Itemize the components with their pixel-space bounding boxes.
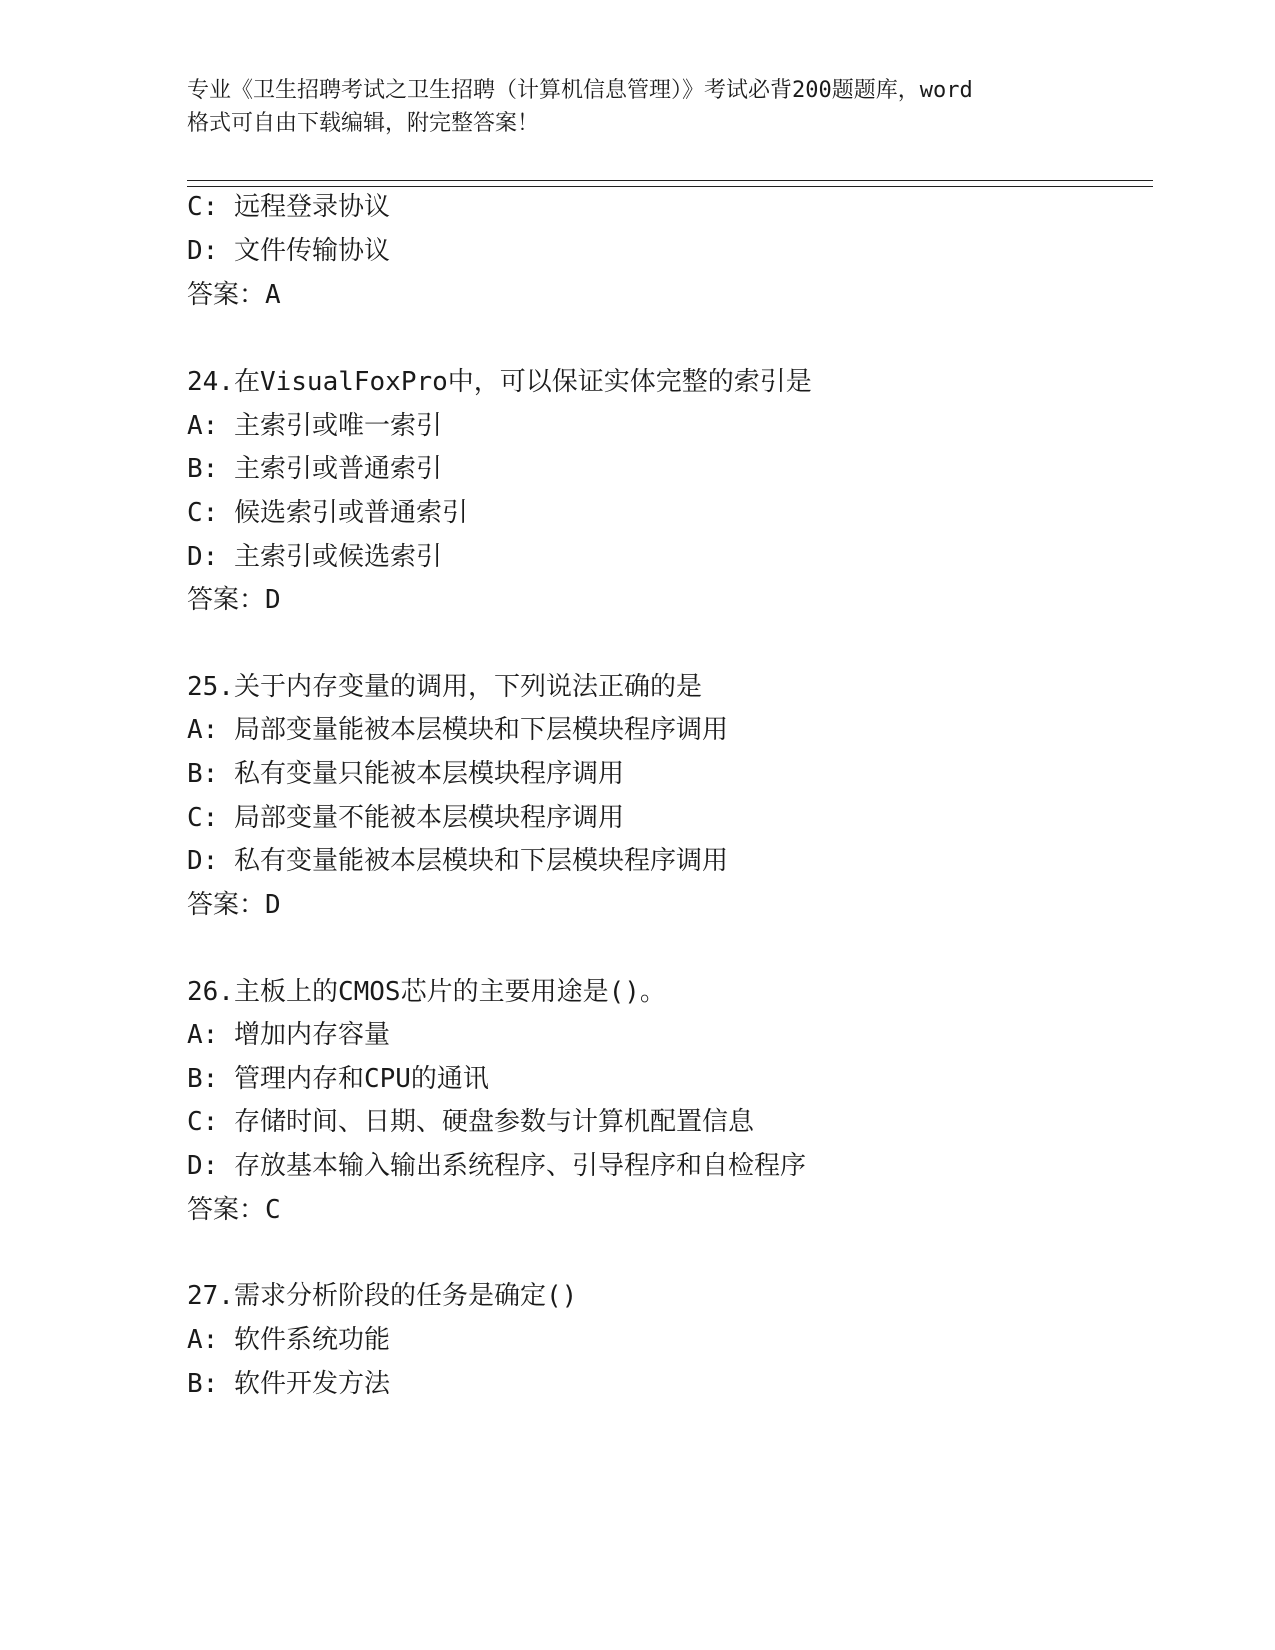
q25-option-a: A: 局部变量能被本层模块和下层模块程序调用	[187, 715, 728, 745]
q24-option-a: A: 主索引或唯一索引	[187, 411, 442, 441]
answer-value: A	[265, 280, 281, 310]
q25-option-d: D: 私有变量能被本层模块和下层模块程序调用	[187, 846, 728, 876]
question-27: 27.需求分析阶段的任务是确定()	[187, 1281, 578, 1311]
answer-label: 答案：	[187, 280, 266, 310]
header-line-2: 格式可自由下载编辑，附完整答案！	[187, 111, 540, 136]
header-rule-top	[187, 180, 1153, 181]
answer-label: 答案：	[187, 1195, 266, 1225]
q25-option-c: C: 局部变量不能被本层模块程序调用	[187, 803, 624, 833]
q24-option-c: C: 候选索引或普通索引	[187, 498, 468, 528]
q26-option-b: B: 管理内存和CPU的通讯	[187, 1064, 489, 1094]
answer-line	[187, 278, 281, 312]
question-25: 25.关于内存变量的调用，下列说法正确的是	[187, 672, 702, 702]
q26-option-c: C: 存储时间、日期、硬盘参数与计算机配置信息	[187, 1107, 754, 1137]
q24-option-b: B: 主索引或普通索引	[187, 454, 442, 484]
q25-option-b: B: 私有变量只能被本层模块程序调用	[187, 759, 624, 789]
question-24: 24.在VisualFoxPro中，可以保证实体完整的索引是	[187, 367, 812, 397]
option-c: C: 远程登录协议	[187, 192, 390, 222]
q27-option-a: A: 软件系统功能	[187, 1325, 390, 1355]
q26-option-d: D: 存放基本输入输出系统程序、引导程序和自检程序	[187, 1151, 806, 1181]
header-line-1: 专业《卫生招聘考试之卫生招聘（计算机信息管理）》考试必背200题题库，word	[187, 78, 973, 103]
q24-answer-line	[187, 583, 281, 617]
q24-option-d: D: 主索引或候选索引	[187, 542, 442, 572]
q25-answer-line	[187, 888, 281, 922]
option-d: D: 文件传输协议	[187, 236, 390, 266]
document-header	[187, 74, 1087, 140]
q26-option-a: A: 增加内存容量	[187, 1020, 390, 1050]
answer-value: D	[265, 890, 281, 920]
answer-value: D	[265, 585, 281, 615]
question-26: 26.主板上的CMOS芯片的主要用途是()。	[187, 977, 666, 1007]
q27-option-b: B: 软件开发方法	[187, 1369, 390, 1399]
answer-label: 答案：	[187, 890, 266, 920]
q26-answer-line	[187, 1193, 281, 1227]
answer-label: 答案：	[187, 585, 266, 615]
answer-value: C	[265, 1195, 281, 1225]
header-rule-bottom	[187, 186, 1153, 187]
